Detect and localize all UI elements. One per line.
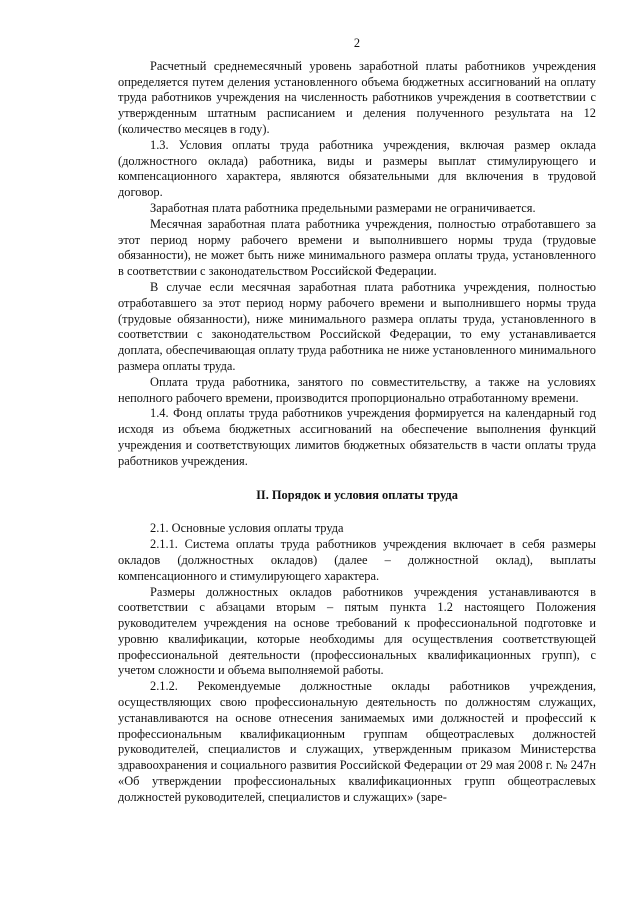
paragraph: Оплата труда работника, занятого по совместительству, а также на условиях неполного рабочего времени, производится пропорционально отработанному времени. [118, 374, 596, 405]
document-page [118, 36, 596, 806]
paragraph: 1.3. Условия оплаты труда работника учреждения, включая размер оклада (должностного оклада) работника, виды и размеры выплат стимулирующего и компенсационного характера, являются обязательными для включения в трудовой договор. [118, 137, 596, 200]
paragraph: 2.1.2. Рекомендуемые должностные оклады работников учреждения, осуществляющих свою профессиональную деятельность по должностям служащих, устанавливаются на основе отнесения занимаемых ими должностей и профессий к профессиональным квалификационным группам общеотраслевых должностей руководителей, специалистов и служащих, утвержденным приказом Министерства здравоохранения и социального развития Российской Федерации от 29 мая 2008 г. № 247н «Об утверждении профессиональных квалификационных групп общеотраслевых должностей руководителей, специалистов и служащих» (заре- [118, 679, 596, 804]
page-number: 2 [353, 36, 361, 50]
section-heading: II. Порядок и условия оплаты труда [256, 487, 458, 502]
paragraph: Месячная заработная плата работника учреждения, полностью отработавшего за этот период норму рабочего времени и выполнившего нормы труда (трудовые обязанности), не может быть ниже минимального размера оплаты труда, установленного в соответствии с законодательством Российской Федерации. [118, 216, 596, 279]
paragraph: Расчетный среднемесячный уровень заработной платы работников учреждения определяется путем деления установленного объема бюджетных ассигнований на оплату труда работников учреждения на численность работников учреждения в соответствии с утвержденным штатным расписанием и деления полученного результата на 12 (количество месяцев в году). [118, 58, 596, 136]
paragraph: Заработная плата работника предельными размерами не ограничивается. [150, 200, 536, 215]
paragraph: В случае если месячная заработная плата работника учреждения, полностью отработавшего за этот период норму рабочего времени и выполнившего нормы труда (трудовые обязанности), ниже минимального размера оплаты труда, установленного в соответствии с законодательством Российской Федерации, то ему устанавливается доплата, обеспечивающая оплату труда работника не ниже установленного минимального размера оплаты труда. [118, 279, 596, 373]
paragraph: 1.4. Фонд оплаты труда работников учреждения формируется на календарный год исходя из объема бюджетных ассигнований на обеспечение выполнения функций учреждения и соответствующих лимитов бюджетных обязательств в части оплаты труда работников учреждения. [118, 406, 596, 468]
paragraph: Размеры должностных окладов работников учреждения устанавливаются в соответствии с абзацами вторым – пятым пункта 1.2 настоящего Положения руководителем учреждения на основе требований к профессиональной подготовке и уровню квалификации, которые необходимы для осуществления соответствующей профессиональной деятельности (профессиональных квалификационных групп), с учетом сложности и объема выполняемой работы. [118, 584, 596, 678]
paragraph: 2.1.1. Система оплаты труда работников учреждения включает в себя размеры окладов (должностных окладов) (далее – должностной оклад), выплаты компенсационного и стимулирующего характера. [118, 537, 596, 583]
paragraph: 2.1. Основные условия оплаты труда [150, 521, 344, 536]
